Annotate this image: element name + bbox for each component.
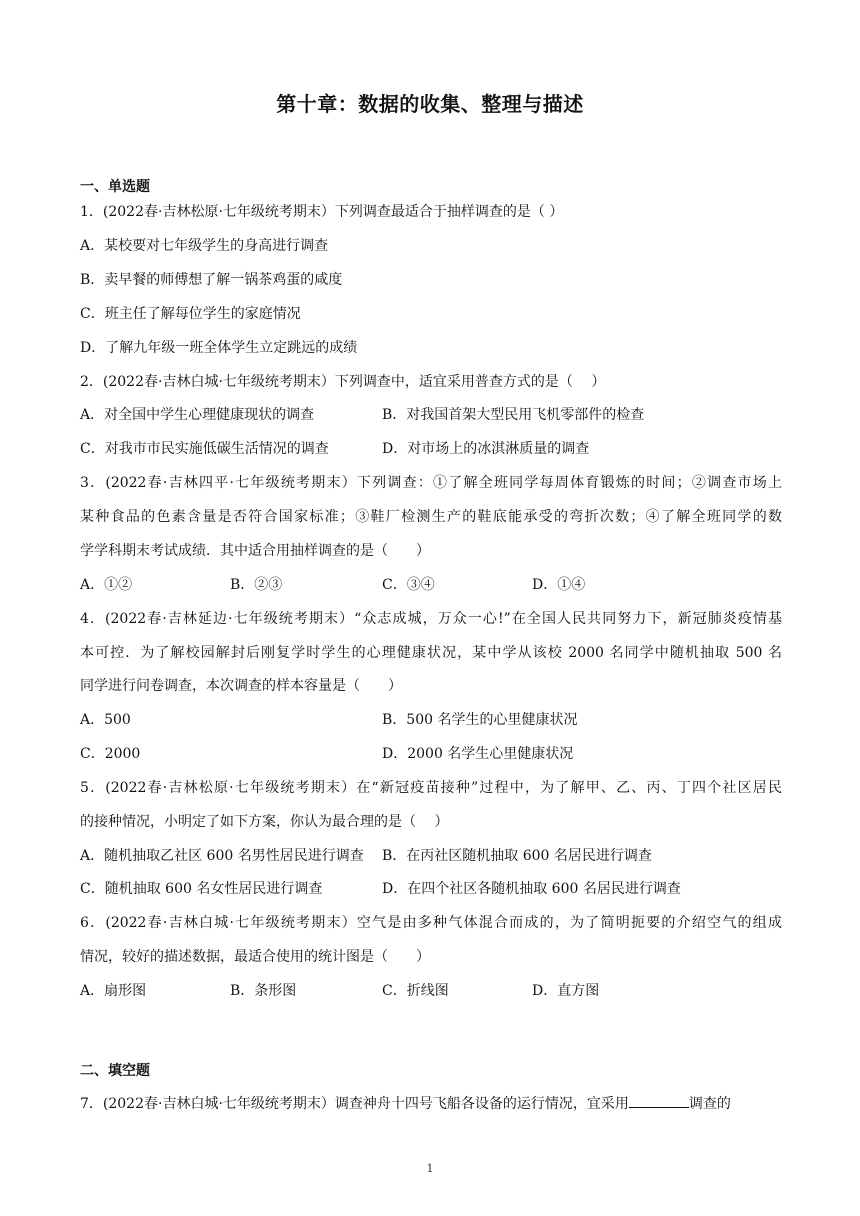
question-4-options-row-2 <box>80 744 782 764</box>
question-3-options <box>80 575 782 595</box>
question-3-line-1: 3．(2022春·吉林四平·七年级统考期末）下列调查：①了解全班同学每周体育锻炼的时间；②调查市场上 <box>80 475 782 491</box>
question-3-option-d: D．①④ <box>532 577 586 593</box>
question-5-option-b: B．在丙社区随机抽取 600 名居民进行调查 <box>382 848 652 864</box>
question-4-options-row-1 <box>80 710 782 730</box>
question-6-line-1: 6．(2022春·吉林白城·七年级统考期末）空气是由多种气体混合而成的，为了简明扼要的介绍空气的组成 <box>80 915 782 931</box>
question-3-line-2: 某种食品的色素含量是否符合国家标准；③鞋厂检测生产的鞋底能承受的弯折次数；④了解全班同学的数 <box>80 509 782 525</box>
question-5-options-row-1 <box>80 846 782 866</box>
question-2-options-row-1 <box>80 405 782 425</box>
page-title: 第十章：数据的收集、整理与描述 <box>276 92 584 116</box>
question-2-option-c: C．对我市市民实施低碳生活情况的调查 <box>80 441 329 457</box>
question-4-option-b: B．500 名学生的心里健康状况 <box>382 712 578 728</box>
question-6-option-d: D．直方图 <box>532 983 600 999</box>
question-2-option-d: D．对市场上的冰淇淋质量的调查 <box>382 441 590 457</box>
question-4-line-2: 本可控．为了解校园解封后刚复学时学生的心理健康状况，某中学从该校 2000 名同学中随机抽取 500 名 <box>80 645 782 661</box>
question-2-stem: 2．(2022春·吉林白城·七年级统考期末）下列调查中，适宜采用普查方式的是（ ） <box>80 374 606 390</box>
question-7-text-after: 调查的 <box>688 1096 731 1112</box>
question-4-option-c: C．2000 <box>80 746 141 762</box>
question-2-option-a: A．对全国中学生心理健康现状的调查 <box>80 407 315 423</box>
answer-blank <box>629 1093 689 1108</box>
section-heading-fill-blank: 二、填空题 <box>80 1063 150 1079</box>
question-5-line-2: 的接种情况，小明定了如下方案，你认为最合理的是（ ） <box>80 814 449 830</box>
question-6-line-2: 情况，较好的描述数据，最适合使用的统计图是（ ） <box>80 949 430 965</box>
question-4-line-3: 同学进行问卷调查，本次调查的样本容量是（ ） <box>80 678 402 694</box>
question-5-options-row-2 <box>80 879 782 899</box>
question-6-options <box>80 981 782 1001</box>
question-4-line-1: 4．(2022春·吉林延边·七年级统考期末）“众志成城，万众一心!”在全国人民共同努力下，新冠肺炎疫情基 <box>80 611 782 627</box>
question-4-option-d: D．2000 名学生心里健康状况 <box>382 746 574 762</box>
question-2-options-row-2 <box>80 439 782 459</box>
question-2-option-b: B．对我国首架大型民用飞机零部件的检查 <box>382 407 645 423</box>
question-7-line-1 <box>80 1093 782 1114</box>
question-3-line-3: 学学科期末考试成绩．其中适合用抽样调查的是（ ） <box>80 543 430 559</box>
question-7-text-before: 7．(2022春·吉林白城·七年级统考期末）调查神舟十四号飞船各设备的运行情况，宜采用 <box>80 1096 629 1112</box>
question-3-option-c: C．③④ <box>382 577 435 593</box>
question-5-line-1: 5．(2022春·吉林松原·七年级统考期末）在“新冠疫苗接种”过程中，为了解甲、乙、丙、丁四个社区居民 <box>80 780 782 796</box>
question-1-option-b: B．卖早餐的师傅想了解一锅茶鸡蛋的咸度 <box>80 272 343 288</box>
section-heading-single-choice: 一、单选题 <box>80 179 150 195</box>
question-5-option-a: A．随机抽取乙社区 600 名男性居民进行调查 <box>80 848 364 864</box>
question-3-option-b: B．②③ <box>230 577 283 593</box>
question-6-option-c: C．折线图 <box>382 983 449 999</box>
question-1-option-c: C．班主任了解每位学生的家庭情况 <box>80 306 301 322</box>
question-1-option-a: A．某校要对七年级学生的身高进行调查 <box>80 238 329 254</box>
question-3-option-a: A．①② <box>80 577 133 593</box>
question-6-option-a: A．扇形图 <box>80 983 147 999</box>
question-1-option-d: D．了解九年级一班全体学生立定跳远的成绩 <box>80 340 358 356</box>
question-1-stem: 1．(2022春·吉林松原·七年级统考期末）下列调查最适合于抽样调查的是（ ） <box>80 204 564 220</box>
question-5-option-d: D．在四个社区各随机抽取 600 名居民进行调查 <box>382 881 681 897</box>
page-number: 1 <box>426 1162 434 1175</box>
question-6-option-b: B．条形图 <box>230 983 297 999</box>
question-4-option-a: A．500 <box>80 712 131 728</box>
question-5-option-c: C．随机抽取 600 名女性居民进行调查 <box>80 881 323 897</box>
